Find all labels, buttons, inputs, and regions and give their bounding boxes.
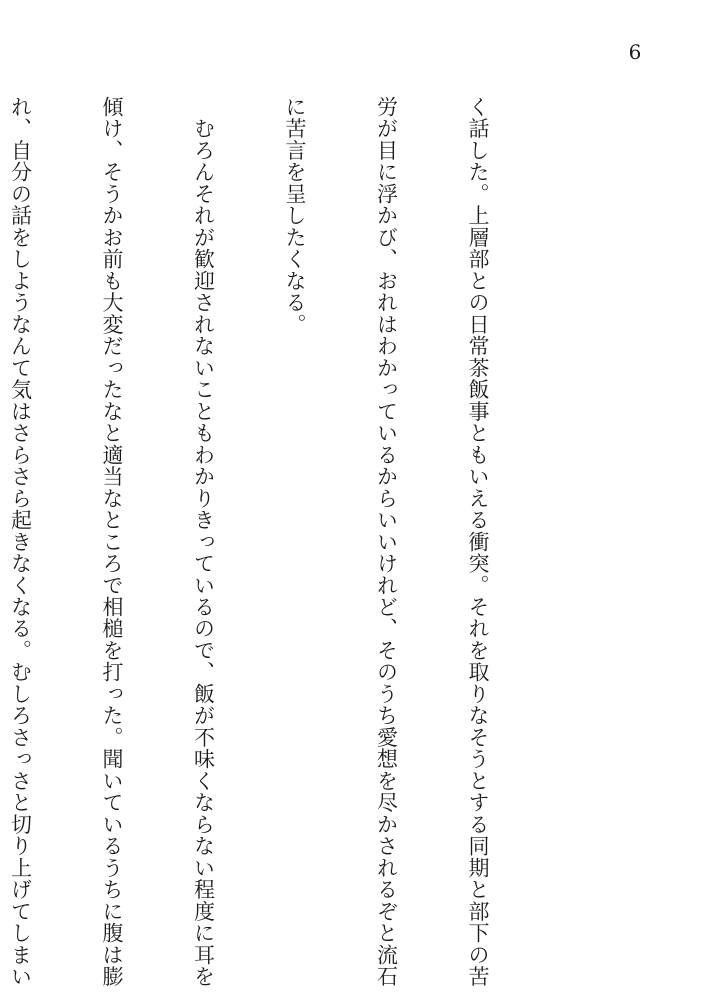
page-number: 6: [628, 40, 642, 64]
text-line: 労が目に浮かび、おれはわかっているからいいけれど、そのうち愛想を尽かされるぞと流石: [374, 96, 399, 988]
text-line: に苦言を呈したくなる。: [283, 96, 307, 336]
body-text: [8, 96, 554, 988]
text-line: 傾け、そうかお前も大変だったなと適当なところで相槌を打った。聞いているうちに腹は膨: [100, 96, 124, 988]
text-line: れ、自分の話をしようなんて気はさらさら起きなくなる。むしろさっさと切り上げてしまい: [8, 96, 33, 988]
text-line: むろんそれが歓迎されないこともわかりきっているので、飯が不味くならない程度に耳を: [191, 96, 216, 988]
text-line: く話した。上層部との日常茶飯事ともいえる衝突。それを取りなそうとする同期と部下の苦: [466, 96, 490, 988]
